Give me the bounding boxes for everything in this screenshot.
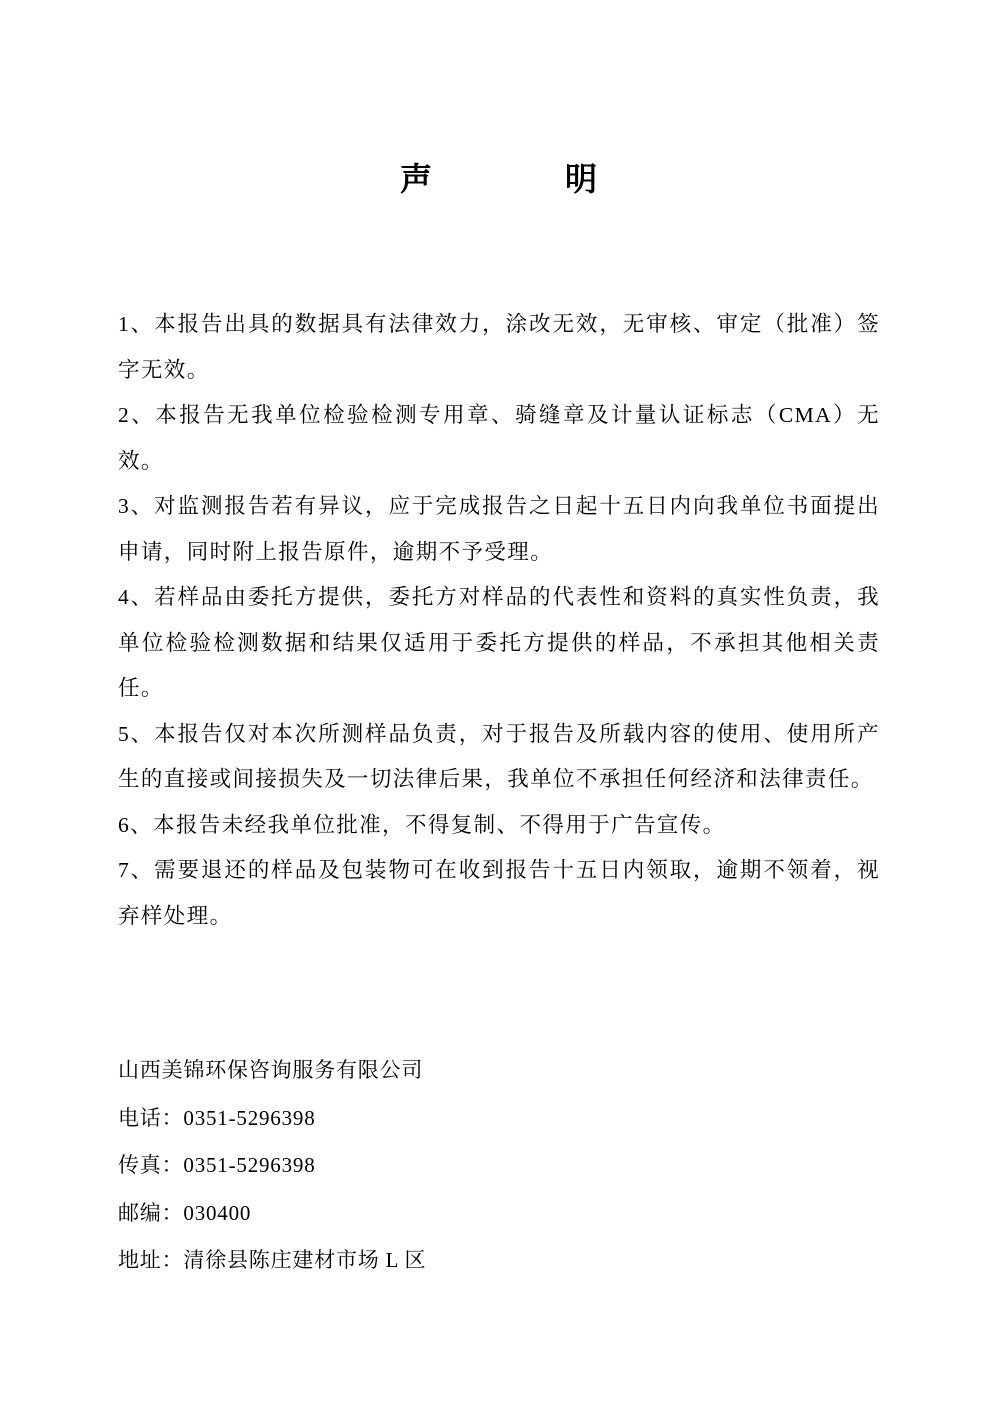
contact-line-postal [118, 1190, 880, 1238]
fax-label: 传真： [118, 1153, 184, 1177]
contact-line-phone [118, 1095, 880, 1143]
company-name: 山西美锦环保咨询服务有限公司 [118, 1058, 424, 1082]
declaration-item-7: 7、需要退还的样品及包装物可在收到报告十五日内领取，逾期不领着，视弃样处理。 [118, 858, 880, 928]
contact-block [118, 1047, 880, 1285]
phone-label: 电话： [118, 1105, 184, 1130]
address-label: 地址： [118, 1248, 184, 1272]
declaration-item-6: 6、本报告未经我单位批准，不得复制、不得用于广告宣传。 [118, 812, 726, 837]
fax-value: 0351-5296398 [183, 1153, 316, 1177]
contact-line-address [118, 1237, 880, 1285]
address-value: 清徐县陈庄建材市场 L 区 [183, 1248, 427, 1272]
declaration-list [118, 302, 880, 939]
declaration-item-5: 5、本报告仅对本次所测样品负责，对于报告及所载内容的使用、使用所产生的直接或间接损失及一切法律后果，我单位不承担任何经济和法律责任。 [118, 721, 880, 791]
declaration-item-1: 1、本报告出具的数据具有法律效力，涂改无效，无审核、审定（批准）签字无效。 [118, 312, 880, 382]
declaration-item-3: 3、对监测报告若有异议，应于完成报告之日起十五日内向我单位书面提出申请，同时附上报告原件，逾期不予受理。 [118, 494, 880, 564]
postal-label: 邮编： [118, 1200, 184, 1225]
declaration-item-2: 2、本报告无我单位检验检测专用章、骑缝章及计量认证标志（CMA）无效。 [118, 403, 880, 473]
contact-line-fax [118, 1142, 880, 1190]
declaration-item-4: 4、若样品由委托方提供，委托方对样品的代表性和资料的真实性负责，我单位检验检测数据和结果仅适用于委托方提供的样品，不承担其他相关责任。 [118, 585, 880, 700]
page-title: 声 明 [399, 161, 598, 197]
phone-value: 0351-5296398 [183, 1105, 316, 1130]
postal-value: 030400 [183, 1200, 252, 1225]
